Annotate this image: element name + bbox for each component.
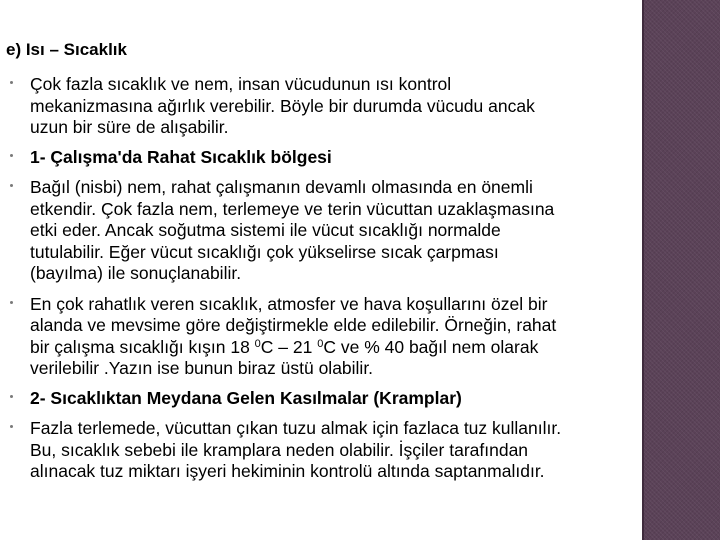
bullet-icon [10, 184, 13, 187]
list-item [0, 294, 650, 380]
list-item-text: 2- Sıcaklıktan Meydana Gelen Kasılmalar (Kramplar) [30, 387, 462, 408]
list-item-text [30, 294, 650, 380]
bullet-list [0, 74, 650, 483]
degree-superscript: 0 [254, 337, 261, 350]
text-segment: C – 21 [260, 336, 318, 357]
list-item-text: Fazla terlemede, vücuttan çıkan tuzu almak için fazlaca tuz kullanılır. Bu, sıcaklık sebebi ile kramplara neden olabilir. İşçiler tarafından alınacak tuz miktarı işyeri hekiminin kontrolü altında saptanmalıdır. [30, 418, 562, 481]
bullet-icon [10, 395, 13, 398]
decorative-side-panel [642, 0, 720, 540]
text-line: alanda ve mevsime göre değiştirmekle elde edilebilir. Örneğin, rahat [30, 315, 557, 335]
bullet-icon [10, 81, 13, 84]
text-segment: C ve % 40 bağıl nem olarak [323, 336, 539, 357]
list-item-text: Çok fazla sıcaklık ve nem, insan vücudunun ısı kontrol mekanizmasına ağırlık verebilir. Böyle bir durumda vücudu ancak uzun bir süre de alışabilir. [30, 74, 535, 137]
text-segment: bir çalışma sıcaklığı kışın 18 [30, 336, 255, 357]
list-item-heading [0, 388, 650, 410]
text-line [30, 337, 650, 359]
text-line: En çok rahatlık veren sıcaklık, atmosfer ve hava koşullarını özel bir [30, 293, 548, 314]
list-item-heading [0, 147, 650, 169]
degree-superscript: 0 [317, 337, 324, 350]
bullet-icon [10, 154, 13, 157]
list-item [0, 177, 650, 285]
text-line: verilebilir .Yazın ise bunun biraz üstü olabilir. [30, 358, 374, 378]
slide-title: e) Isı – Sıcaklık [6, 40, 127, 59]
list-item-text: Bağıl (nisbi) nem, rahat çalışmanın devamlı olmasında en önemli etkendir. Çok fazla nem, terlemeye ve terin vücuttan uzaklaşmasına etki eder. Ancak soğutma sistemi ile vücut sıcaklığı normalde tutulabilir. Eğer vücut sıcaklığı çok yükselirse sıcak çarpması (bayılma) ile sonuçlanabilir. [30, 177, 555, 283]
list-item-text: 1- Çalışma'da Rahat Sıcaklık bölgesi [30, 146, 332, 167]
bullet-icon [10, 301, 13, 304]
list-item [0, 418, 650, 483]
bullet-icon [10, 425, 13, 428]
list-item [0, 74, 650, 139]
